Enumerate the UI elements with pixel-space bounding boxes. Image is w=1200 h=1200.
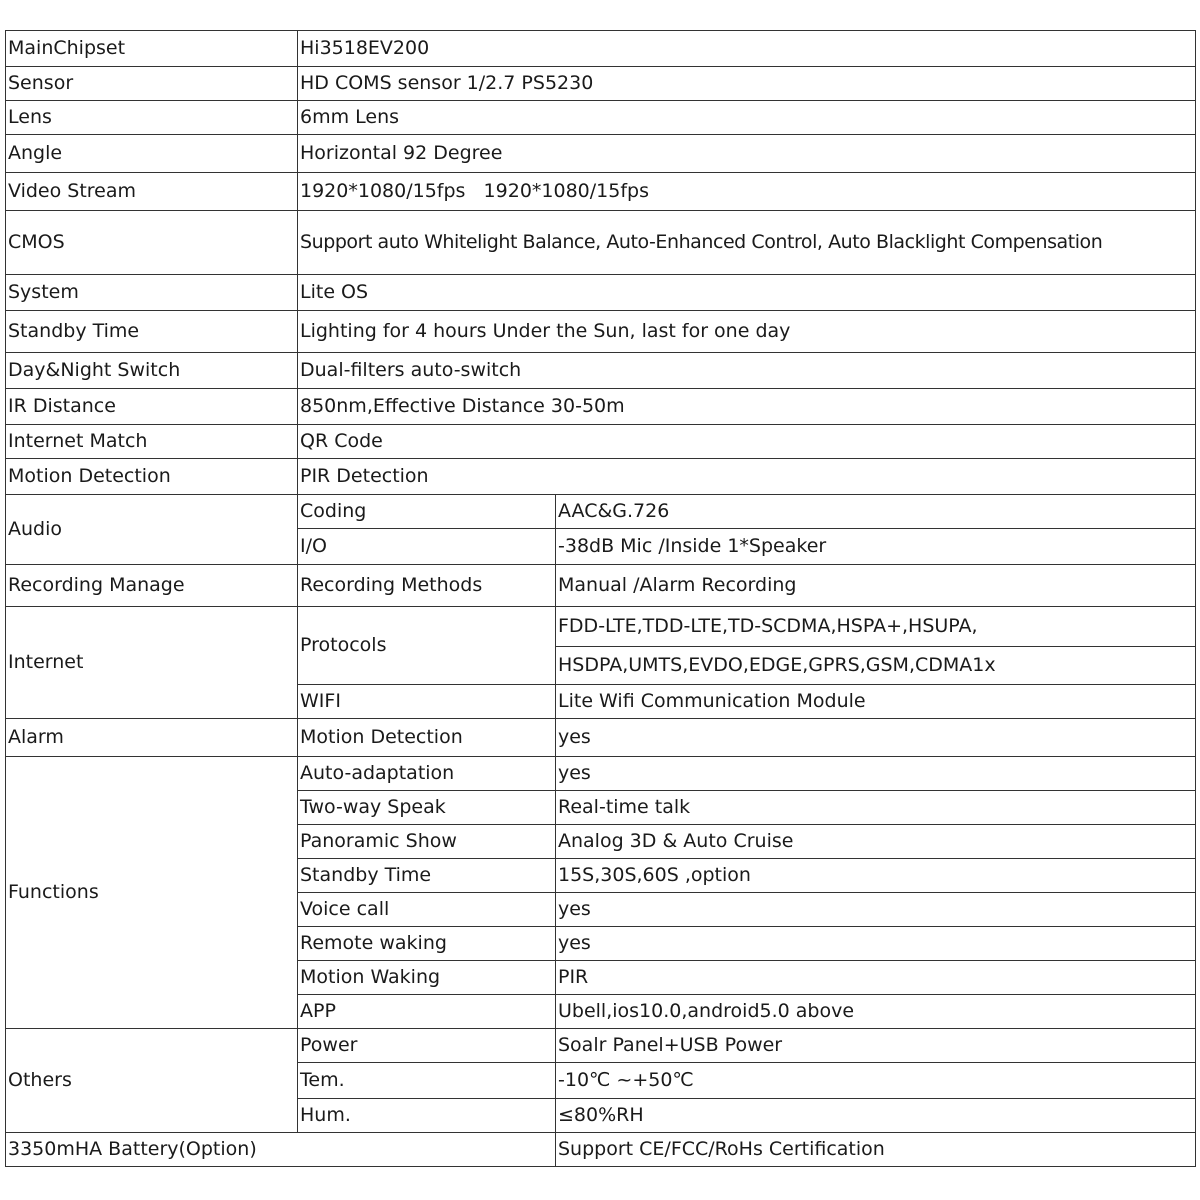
table-row [6, 389, 1196, 425]
table-row [6, 719, 1196, 757]
spec-key: Hum. [298, 1099, 556, 1133]
table-row [6, 311, 1196, 353]
spec-key: Recording Methods [298, 565, 556, 607]
spec-value: Dual-filters auto-switch [298, 353, 1196, 389]
spec-value: Support auto Whitelight Balance, Auto-Enhanced Control, Auto Blacklight Compensation [298, 211, 1196, 275]
table-row [6, 101, 1196, 135]
spec-label: Angle [6, 135, 298, 173]
table-row [6, 135, 1196, 173]
spec-key: Auto-adaptation [298, 757, 556, 791]
spec-value: 6mm Lens [298, 101, 1196, 135]
spec-value: QR Code [298, 425, 1196, 459]
table-row [6, 495, 1196, 529]
spec-key: Remote waking [298, 927, 556, 961]
spec-label: Lens [6, 101, 298, 135]
spec-key: Voice call [298, 893, 556, 927]
spec-value: 15S,30S,60S ,option [556, 859, 1196, 893]
spec-key: Motion Detection [298, 719, 556, 757]
spec-label: Internet Match [6, 425, 298, 459]
spec-label: MainChipset [6, 31, 298, 67]
spec-value: HD COMS sensor 1/2.7 PS5230 [298, 67, 1196, 101]
spec-value: PIR Detection [298, 459, 1196, 495]
spec-key: Coding [298, 495, 556, 529]
spec-label: CMOS [6, 211, 298, 275]
spec-key: Two-way Speak [298, 791, 556, 825]
spec-group-audio: Audio [6, 495, 298, 565]
spec-value: PIR [556, 961, 1196, 995]
spec-label: IR Distance [6, 389, 298, 425]
spec-group-others: Others [6, 1029, 298, 1133]
table-row [6, 425, 1196, 459]
table-row [6, 459, 1196, 495]
spec-label: Motion Detection [6, 459, 298, 495]
spec-value: AAC&G.726 [556, 495, 1196, 529]
spec-group-functions: Functions [6, 757, 298, 1029]
table-row [6, 1133, 1196, 1167]
table-row [6, 173, 1196, 211]
spec-value: HSDPA,UMTS,EVDO,EDGE,GPRS,GSM,CDMA1x [556, 647, 1196, 685]
spec-value: Manual /Alarm Recording [556, 565, 1196, 607]
spec-value: Ubell,ios10.0,android5.0 above [556, 995, 1196, 1029]
spec-label: Standby Time [6, 311, 298, 353]
spec-value: -38dB Mic /Inside 1*Speaker [556, 529, 1196, 565]
spec-value: Horizontal 92 Degree [298, 135, 1196, 173]
spec-key: Motion Waking [298, 961, 556, 995]
spec-value: yes [556, 927, 1196, 961]
table-row [6, 607, 1196, 647]
spec-value: 850nm,Effective Distance 30-50m [298, 389, 1196, 425]
table-row [6, 353, 1196, 389]
spec-value: Lite Wifi Communication Module [556, 685, 1196, 719]
spec-group-alarm: Alarm [6, 719, 298, 757]
table-row [6, 757, 1196, 791]
spec-key: WIFI [298, 685, 556, 719]
table-row [6, 67, 1196, 101]
table-row [6, 1029, 1196, 1063]
spec-value: Real-time talk [556, 791, 1196, 825]
spec-footer-label: 3350mHA Battery(Option) [6, 1133, 556, 1167]
spec-value: Lighting for 4 hours Under the Sun, last for one day [298, 311, 1196, 353]
spec-key: APP [298, 995, 556, 1029]
spec-label: Sensor [6, 67, 298, 101]
spec-value: Lite OS [298, 275, 1196, 311]
table-row [6, 565, 1196, 607]
spec-key: Protocols [298, 607, 556, 685]
spec-table [5, 30, 1196, 1167]
spec-key: I/O [298, 529, 556, 565]
spec-value: Hi3518EV200 [298, 31, 1196, 67]
spec-footer-value: Support CE/FCC/RoHs Certification [556, 1133, 1196, 1167]
spec-key: Standby Time [298, 859, 556, 893]
spec-value: Soalr Panel+USB Power [556, 1029, 1196, 1063]
spec-value: 1920*1080/15fps 1920*1080/15fps [298, 173, 1196, 211]
spec-group-internet: Internet [6, 607, 298, 719]
spec-label: Video Stream [6, 173, 298, 211]
spec-key: Panoramic Show [298, 825, 556, 859]
spec-label: Day&Night Switch [6, 353, 298, 389]
spec-value: yes [556, 719, 1196, 757]
spec-key: Tem. [298, 1063, 556, 1099]
spec-value: yes [556, 893, 1196, 927]
spec-group-recording: Recording Manage [6, 565, 298, 607]
table-row [6, 211, 1196, 275]
spec-value: Analog 3D & Auto Cruise [556, 825, 1196, 859]
spec-value: FDD-LTE,TDD-LTE,TD-SCDMA,HSPA+,HSUPA, [556, 607, 1196, 647]
spec-key: Power [298, 1029, 556, 1063]
spec-value: yes [556, 757, 1196, 791]
table-row [6, 275, 1196, 311]
spec-value: -10℃ ~+50℃ [556, 1063, 1196, 1099]
spec-label: System [6, 275, 298, 311]
table-row [6, 31, 1196, 67]
spec-value: ≤80%RH [556, 1099, 1196, 1133]
